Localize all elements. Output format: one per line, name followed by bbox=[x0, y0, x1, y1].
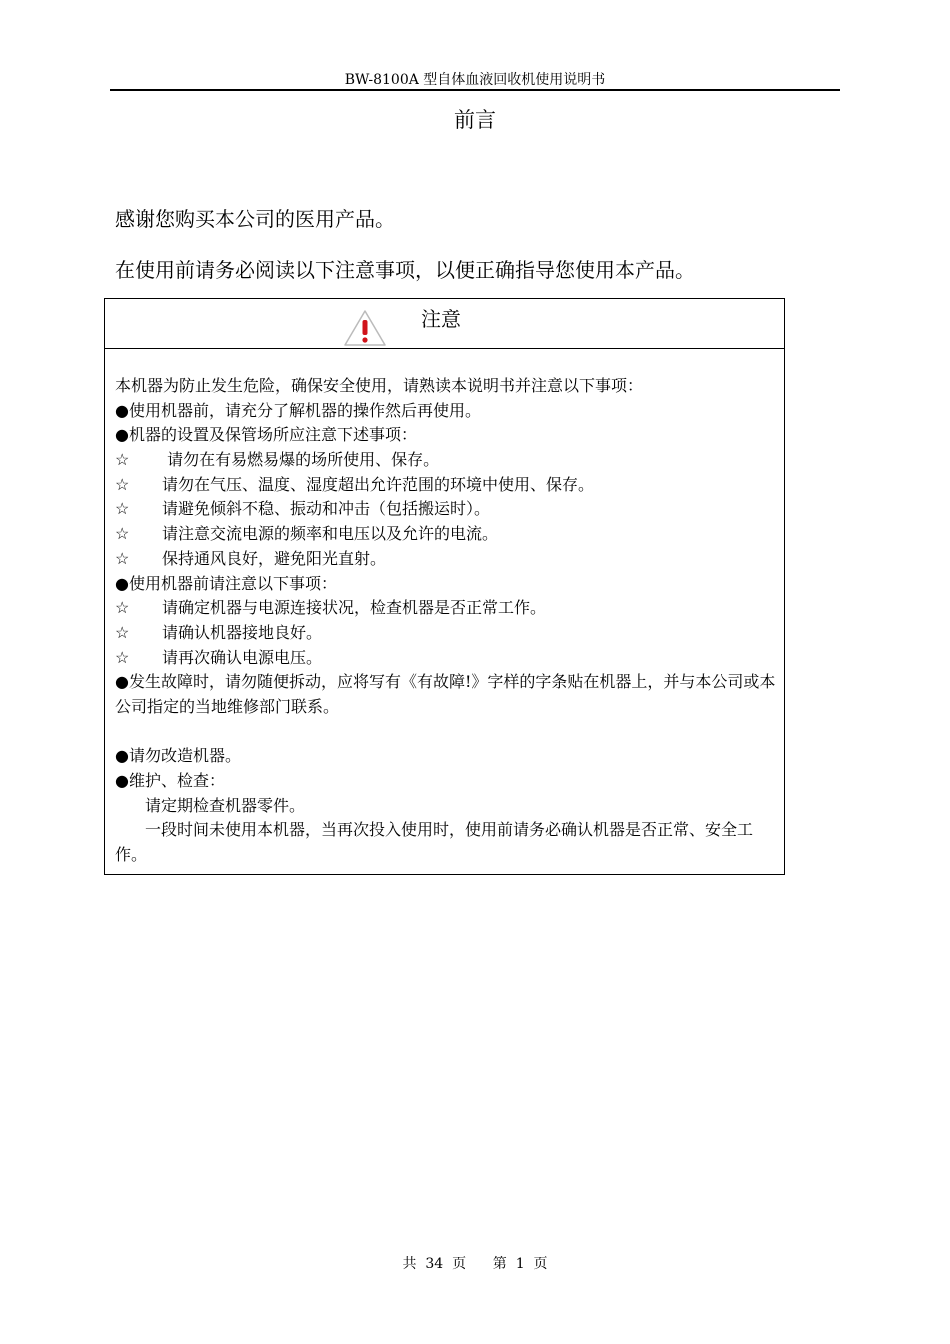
intro-instruction: 在使用前请务必阅读以下注意事项，以便正确指导您使用本产品。 bbox=[115, 258, 695, 282]
notice-line: 本机器为防止发生危险，确保安全使用，请熟读本说明书并注意以下事项： bbox=[115, 376, 644, 395]
notice-star-text: 请确定机器与电源连接状况，检查机器是否正常工作。 bbox=[162, 598, 547, 618]
notice-line: ●维护、检查： bbox=[115, 771, 225, 791]
star-bullet-icon: ☆ bbox=[115, 450, 130, 470]
notice-header bbox=[105, 299, 784, 349]
footer-total-prefix: 共 bbox=[402, 1256, 417, 1272]
notice-line: ●机器的设置及保管场所应注意下述事项： bbox=[115, 425, 417, 445]
notice-star-item bbox=[115, 547, 780, 572]
notice-title: 注意 bbox=[421, 307, 461, 331]
notice-star-item bbox=[115, 646, 780, 671]
footer-page-suffix: 页 bbox=[533, 1256, 548, 1272]
star-bullet-icon: ☆ bbox=[115, 474, 130, 494]
star-bullet-icon: ☆ bbox=[115, 499, 130, 519]
notice-star-item bbox=[115, 448, 780, 473]
header-rule bbox=[110, 89, 840, 91]
footer-total-pages: 34 bbox=[425, 1256, 444, 1272]
notice-star-item bbox=[115, 473, 780, 498]
notice-star-item bbox=[115, 596, 780, 621]
star-bullet-icon: ☆ bbox=[115, 622, 130, 642]
notice-line: ●使用机器前请注意以下事项： bbox=[115, 573, 337, 593]
notice-star-text: 请再次确认电源电压。 bbox=[162, 647, 323, 667]
notice-line: 一段时间未使用本机器，当再次投入使用时，使用前请务必确认机器是否正常、安全工作。 bbox=[115, 820, 754, 865]
notice-star-item bbox=[115, 522, 780, 547]
notice-blank-line bbox=[115, 720, 780, 745]
star-bullet-icon: ☆ bbox=[115, 524, 130, 544]
notice-star-text: 请注意交流电源的频率和电压以及允许的电流。 bbox=[162, 524, 499, 544]
notice-star-text: 请勿在气压、温度、湿度超出允许范围的环境中使用、保存。 bbox=[162, 474, 595, 494]
footer-page-prefix: 第 bbox=[492, 1256, 507, 1272]
running-header: BW-8100A 型自体血液回收机使用说明书 bbox=[344, 72, 606, 88]
notice-star-text: 请避免倾斜不稳、振动和冲击（包括搬运时）。 bbox=[162, 499, 491, 519]
footer-page-number: 1 bbox=[515, 1256, 525, 1272]
notice-line: 请定期检查机器零件。 bbox=[145, 795, 306, 815]
notice-star-text: 保持通风良好，避免阳光直射。 bbox=[162, 548, 387, 568]
notice-star-item bbox=[115, 621, 780, 646]
notice-star-item bbox=[115, 497, 780, 522]
notice-star-text: 请确认机器接地良好。 bbox=[162, 622, 323, 642]
footer-total-suffix: 页 bbox=[452, 1256, 467, 1272]
notice-line: ●使用机器前，请充分了解机器的操作然后再使用。 bbox=[115, 400, 481, 420]
notice-box bbox=[104, 298, 785, 875]
page-title: 前言 bbox=[454, 108, 496, 132]
warning-triangle-icon bbox=[343, 309, 387, 347]
star-bullet-icon: ☆ bbox=[115, 548, 130, 568]
notice-line: ●发生故障时，请勿随便拆动，应将写有《有故障!》字样的字条贴在机器上，并与本公司或本公司指定的当地维修部门联系。 bbox=[115, 672, 776, 716]
notice-body bbox=[115, 374, 780, 868]
intro-thanks: 感谢您购买本公司的医用产品。 bbox=[115, 207, 395, 231]
notice-line: ●请勿改造机器。 bbox=[115, 746, 241, 766]
star-bullet-icon: ☆ bbox=[115, 598, 130, 618]
star-bullet-icon: ☆ bbox=[115, 647, 130, 667]
page-footer bbox=[0, 1255, 950, 1273]
notice-star-text: 请勿在有易燃易爆的场所使用、保存。 bbox=[162, 450, 440, 470]
